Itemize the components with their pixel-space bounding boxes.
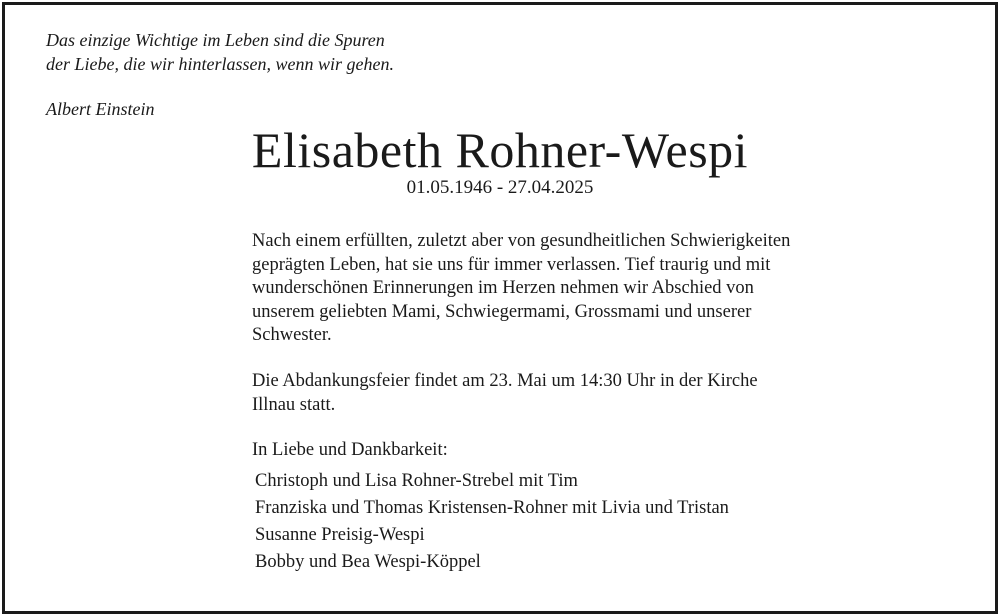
life-dates: 01.05.1946 - 27.04.2025 [406, 177, 594, 198]
epigraph-quote [46, 28, 394, 76]
deceased-name: Elisabeth Rohner-Wespi [251, 122, 749, 178]
farewell-paragraph [252, 230, 872, 348]
quote-author: Albert Einstein [46, 99, 155, 119]
family-member: Susanne Preisig-Wespi [255, 525, 425, 545]
text-line: Nach einem erfüllten, zuletzt aber von gesundheitlichen Schwierigkeiten [252, 231, 791, 251]
ceremony-paragraph [252, 370, 872, 417]
family-member: Christoph und Lisa Rohner-Strebel mit Tim [255, 471, 578, 491]
quote-line: der Liebe, die wir hinterlassen, wenn wir gehen. [46, 54, 394, 74]
closing-line: In Liebe und Dankbarkeit: [252, 440, 448, 460]
text-line: Die Abdankungsfeier findet am 23. Mai um 14:30 Uhr in der Kirche [252, 371, 758, 391]
text-line: wunderschönen Erinnerungen im Herzen nehmen wir Abschied von [252, 278, 754, 298]
family-member: Bobby und Bea Wespi-Köppel [255, 552, 481, 572]
text-line: geprägten Leben, hat sie uns für immer verlassen. Tief traurig und mit [252, 254, 771, 275]
text-line: Illnau statt. [252, 394, 336, 415]
text-line: unserem geliebten Mami, Schwiegermami, Grossmami und unserer [252, 301, 752, 322]
text-line: Schwester. [252, 325, 332, 345]
family-member: Franziska und Thomas Kristensen-Rohner mit Livia und Tristan [255, 498, 729, 518]
quote-line: Das einzige Wichtige im Leben sind die Spuren [46, 30, 385, 50]
family-list [255, 468, 729, 576]
